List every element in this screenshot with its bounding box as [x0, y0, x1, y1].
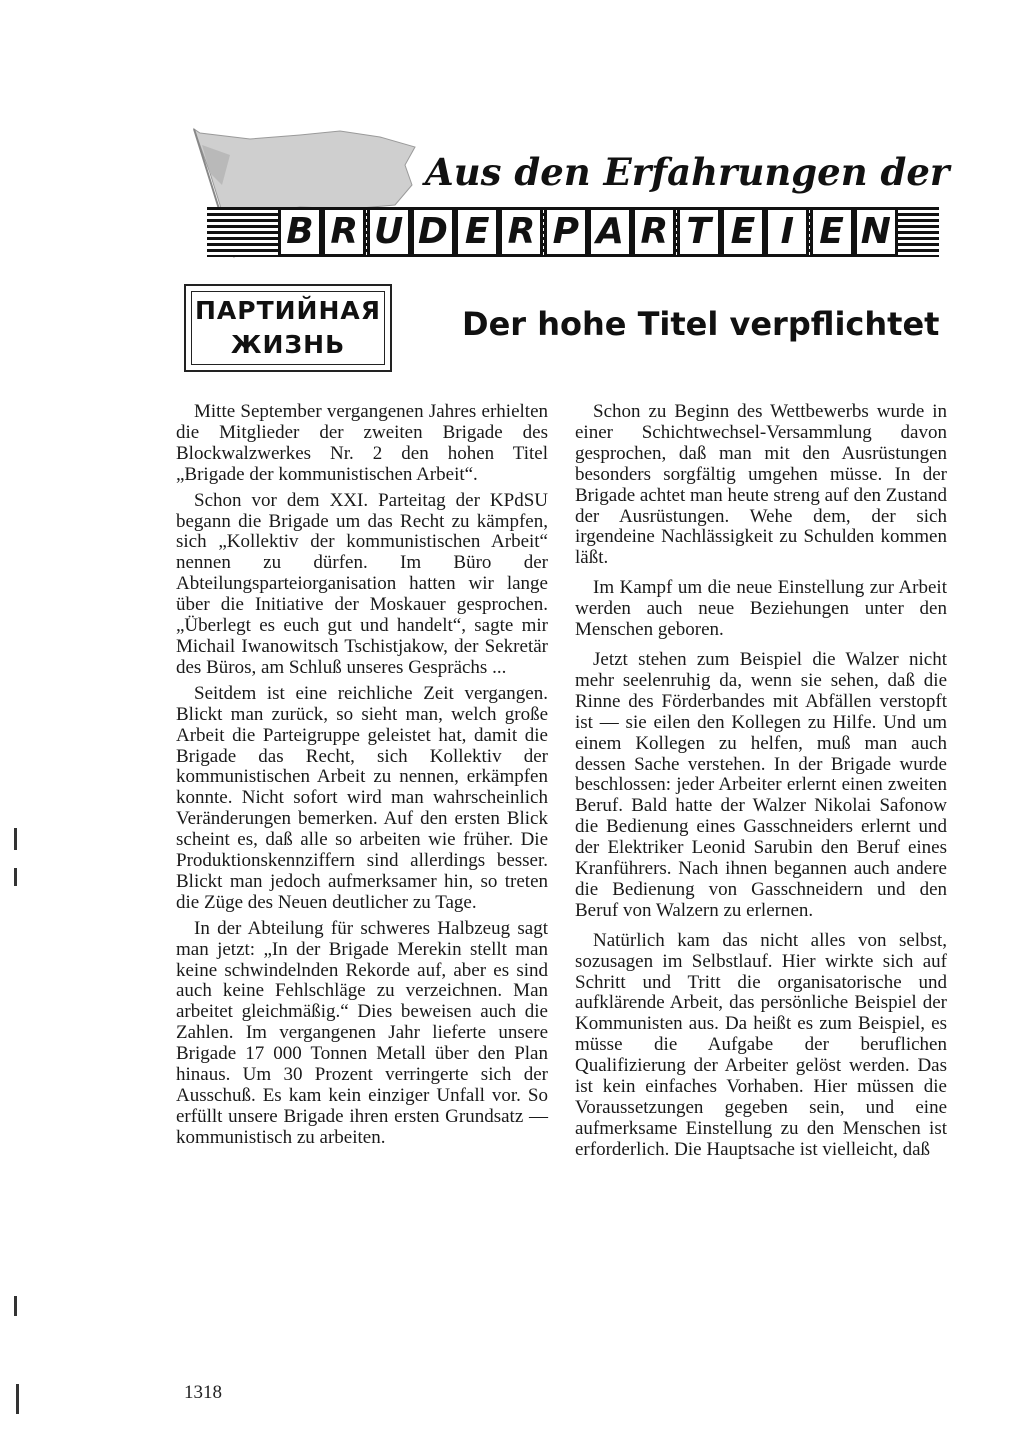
- banner-letter: B: [278, 207, 322, 257]
- banner-letter: R: [322, 207, 366, 257]
- banner-letter: D: [411, 207, 455, 257]
- article-headline: Der hohe Titel verpflichtet: [462, 305, 940, 343]
- banner-letter: E: [721, 207, 765, 257]
- banner-letter: I: [765, 207, 809, 257]
- paragraph: Mitte September vergangenen Jahres erhielten die Mitglieder der zweiten Brigade des Blockwalzwerkes Nr. 2 den hohen Titel „Brigade der kommunistischen Arbeit“.: [176, 401, 548, 485]
- source-box: [184, 284, 392, 372]
- paragraph: In der Abteilung für schweres Halbzeug sagt man jetzt: „In der Brigade Merekin stellt man keine schwindelnden Rekorde auf, aber es sind auch keine Fehlschläge zu verzeichnen. Man arbeitet gleichmäßig.“ Dies beweisen auch die Zahlen. Im vergangenen Jahr lieferte unsere Brigade 17 000 Tonnen Metall über den Plan hinaus. Um 30 Prozent verringerte sich der Ausschuß. Es kam kein einziger Unfall vor. So erfüllt unsere Brigade ihren ersten Grundsatz — kommunistisch zu arbeiten.: [176, 917, 548, 1148]
- paragraph: Natürlich kam das nicht alles von selbst, sozusagen im Selbstlauf. Hier wirkte sich auf Schritt und Tritt die organisatorische und aufklärende Arbeit, das persönliche Beispiel der Kommunisten aus. Da heißt es zum Beispiel, es müsse die Aufgabe der beruflichen Qualifizierung der Arbeiter gelöst werden. Das ist kein einfaches Vorhaben. Hier müssen die Voraussetzungen gegeben sein, und eine aufmerksame Einstellung zu den Menschen ist erforderlich. Die Hauptsache ist vielleicht, daß: [575, 929, 947, 1160]
- banner-letter: T: [677, 207, 721, 257]
- left-column: [176, 402, 548, 1154]
- paragraph: Schon vor dem XXI. Parteitag der KPdSU begann die Brigade um das Recht zu kämpfen, sich „Kollektiv der kommunistischen Arbeit“ nennen zu dürfen. Im Büro der Abteilungsparteiorganisation hatten wir lange über die Initiative der Moskauer gesprochen. „Überlegt es euch gut und handelt“, sagte mir Michail Iwanowitsch Tschistjakow, der Sekretär des Büros, am Schluß unseres Gesprächs ...: [176, 489, 548, 678]
- page-number: 1318: [184, 1382, 222, 1403]
- source-line-2: ЖИЗНЬ: [230, 330, 346, 359]
- banner-letter: P: [544, 207, 588, 257]
- banner-letter: A: [588, 207, 632, 257]
- banner-letter: R: [632, 207, 676, 257]
- banner-letter: U: [367, 207, 411, 257]
- banner-letter: E: [455, 207, 499, 257]
- scan-mark: [14, 868, 17, 886]
- section-script-title: Aus den Erfahrungen der: [425, 150, 950, 194]
- scan-mark: [14, 828, 17, 850]
- source-line-1: ПАРТИЙНАЯ: [194, 296, 381, 325]
- scan-mark: [16, 1384, 19, 1414]
- paragraph: Schon zu Beginn des Wettbewerbs wurde in einer Schichtwechsel-Versammlung davon gesprochen, daß man mit den Ausrüstungen besonders sorgfältig umgehen müsse. In der Brigade achtet man heute streng auf den Zustand der Ausrüstungen. Wehe dem, der sich irgendeine Nachlässigkeit zu Schulden kommen läßt.: [575, 401, 947, 569]
- paragraph: Im Kampf um die neue Einstellung zur Arbeit werden auch neue Beziehungen unter den Menschen geboren.: [575, 577, 947, 641]
- banner-letter: R: [499, 207, 543, 257]
- right-column: [575, 402, 947, 1166]
- banner-word: [278, 205, 898, 259]
- banner-letter: E: [810, 207, 854, 257]
- scan-mark: [14, 1296, 17, 1316]
- banner-letter: N: [854, 207, 898, 257]
- paragraph: Jetzt stehen zum Beispiel die Walzer nicht mehr seelenruhig da, wenn sie sehen, daß die Rinne des Förderbandes mit Abfällen verstopft ist — sie eilen den Kollegen zu Hilfe. Und um einem Kollegen zu helfen, muß man auch dessen Sache verstehen. In der Brigade wurde beschlossen: jeder Arbeiter erlernt einen zweiten Beruf. Bald hatte der Walzer Nikolai Safonow die Bedienung eines Gasschneiders erlernt und der Elektriker Leonid Sarubin den Beruf eines Kranführers. Nach ihnen begannen auch andere die Bedienung von Gasschneidern und den Beruf von Walzern zu erlernen.: [575, 648, 947, 921]
- paragraph: Seitdem ist eine reichliche Zeit vergangen. Blickt man zurück, so sieht man, welch große Arbeit die Parteigruppe geleistet hat, damit die Brigade das Recht, sich Kollektiv der kommunistischen Arbeit zu nennen, erkämpfen konnte. Nicht sofort wird man wahrscheinlich Veränderungen bemerken. Auf den ersten Blick scheint es, daß alle so arbeiten wie früher. Die Produktionskennziffern sind allerdings besser. Blickt man jedoch aufmerksamer hin, so treten die Züge des Neuen deutlicher zu Tage.: [176, 682, 548, 913]
